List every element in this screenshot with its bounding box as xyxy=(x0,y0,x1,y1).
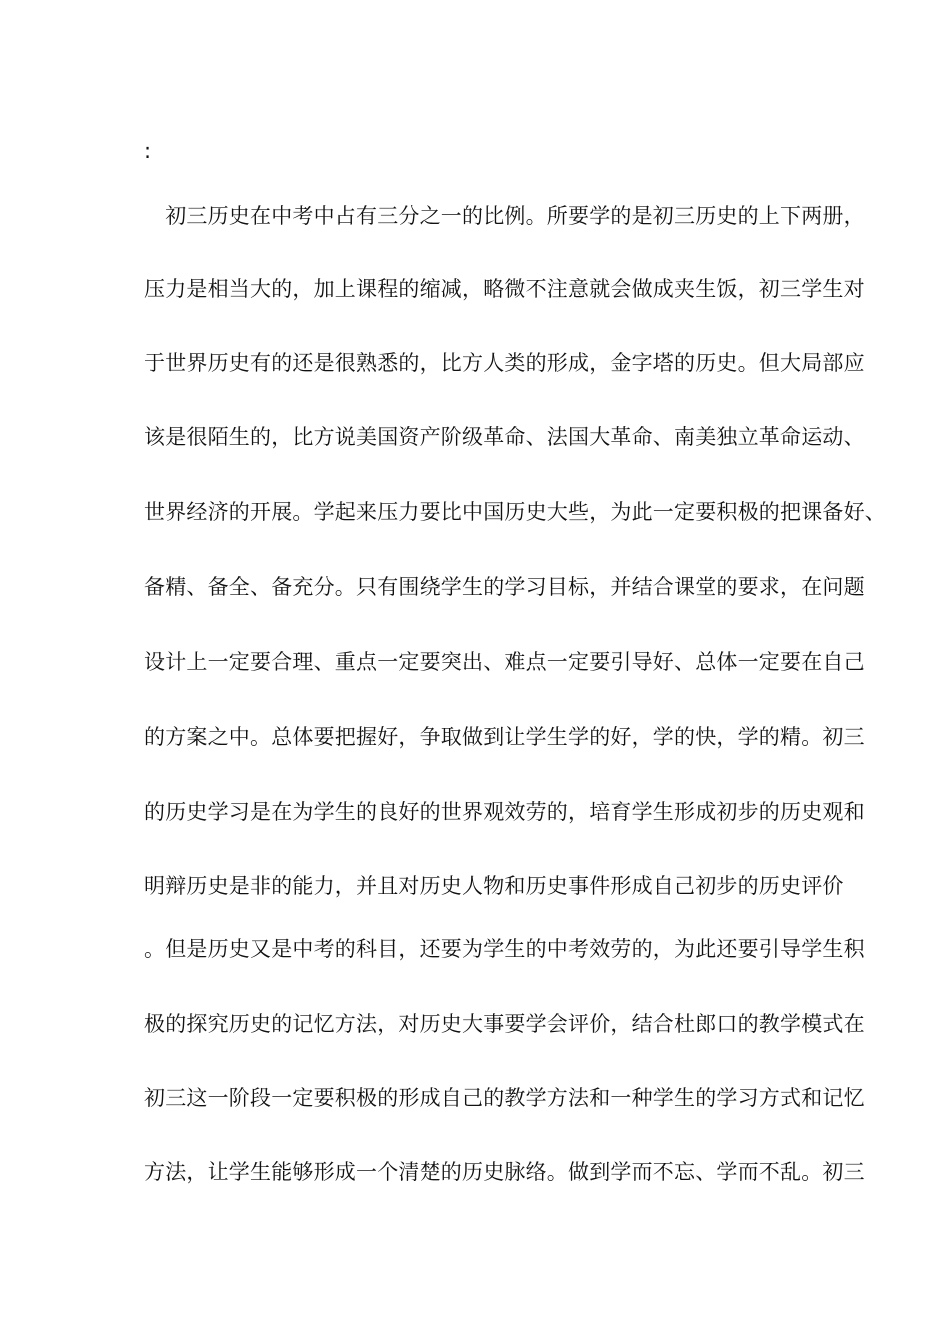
text-line: 明辩历史是非的能力，并且对历史人物和历史事件形成自己初步的历史评价 xyxy=(144,874,844,898)
text-line: 方法，让学生能够形成一个清楚的历史脉络。做到学而不忘、学而不乱。初三 xyxy=(144,1160,865,1184)
text-line: 。但是历史又是中考的科目，还要为学生的中考效劳的，为此还要引导学生积 xyxy=(144,937,865,961)
text-line: 世界经济的开展。学起来压力要比中国历史大些，为此一定要积极的把课备好、 xyxy=(144,500,886,524)
text-line: 备精、备全、备充分。只有围绕学生的学习目标，并结合课堂的要求，在问题 xyxy=(144,575,865,599)
text-line: 极的探究历史的记忆方法，对历史大事要学会评价，结合杜郎口的教学模式在 xyxy=(144,1012,865,1036)
text-line: 初三这一阶段一定要积极的形成自己的教学方法和一种学生的学习方式和记忆 xyxy=(144,1086,865,1110)
text-line: 压力是相当大的，加上课程的缩减，略微不注意就会做成夹生饭，初三学生对 xyxy=(144,277,865,301)
text-line: 的历史学习是在为学生的良好的世界观效劳的，培育学生形成初步的历史观和 xyxy=(144,800,865,824)
text-line: 的方案之中。总体要把握好，争取做到让学生学的好，学的快，学的精。初三 xyxy=(144,725,865,749)
text-line-paragraph-start: 初三历史在中考中占有三分之一的比例。所要学的是初三历史的上下两册， xyxy=(144,204,865,228)
text-line: 于世界历史有的还是很熟悉的，比方人类的形成，金字塔的历史。但大局部应 xyxy=(144,351,865,375)
text-line-colon: : xyxy=(144,139,152,163)
text-line: 该是很陌生的，比方说美国资产阶级革命、法国大革命、南美独立革命运动、 xyxy=(144,425,865,449)
text-line: 设计上一定要合理、重点一定要突出、难点一定要引导好、总体一定要在自己 xyxy=(144,650,865,674)
